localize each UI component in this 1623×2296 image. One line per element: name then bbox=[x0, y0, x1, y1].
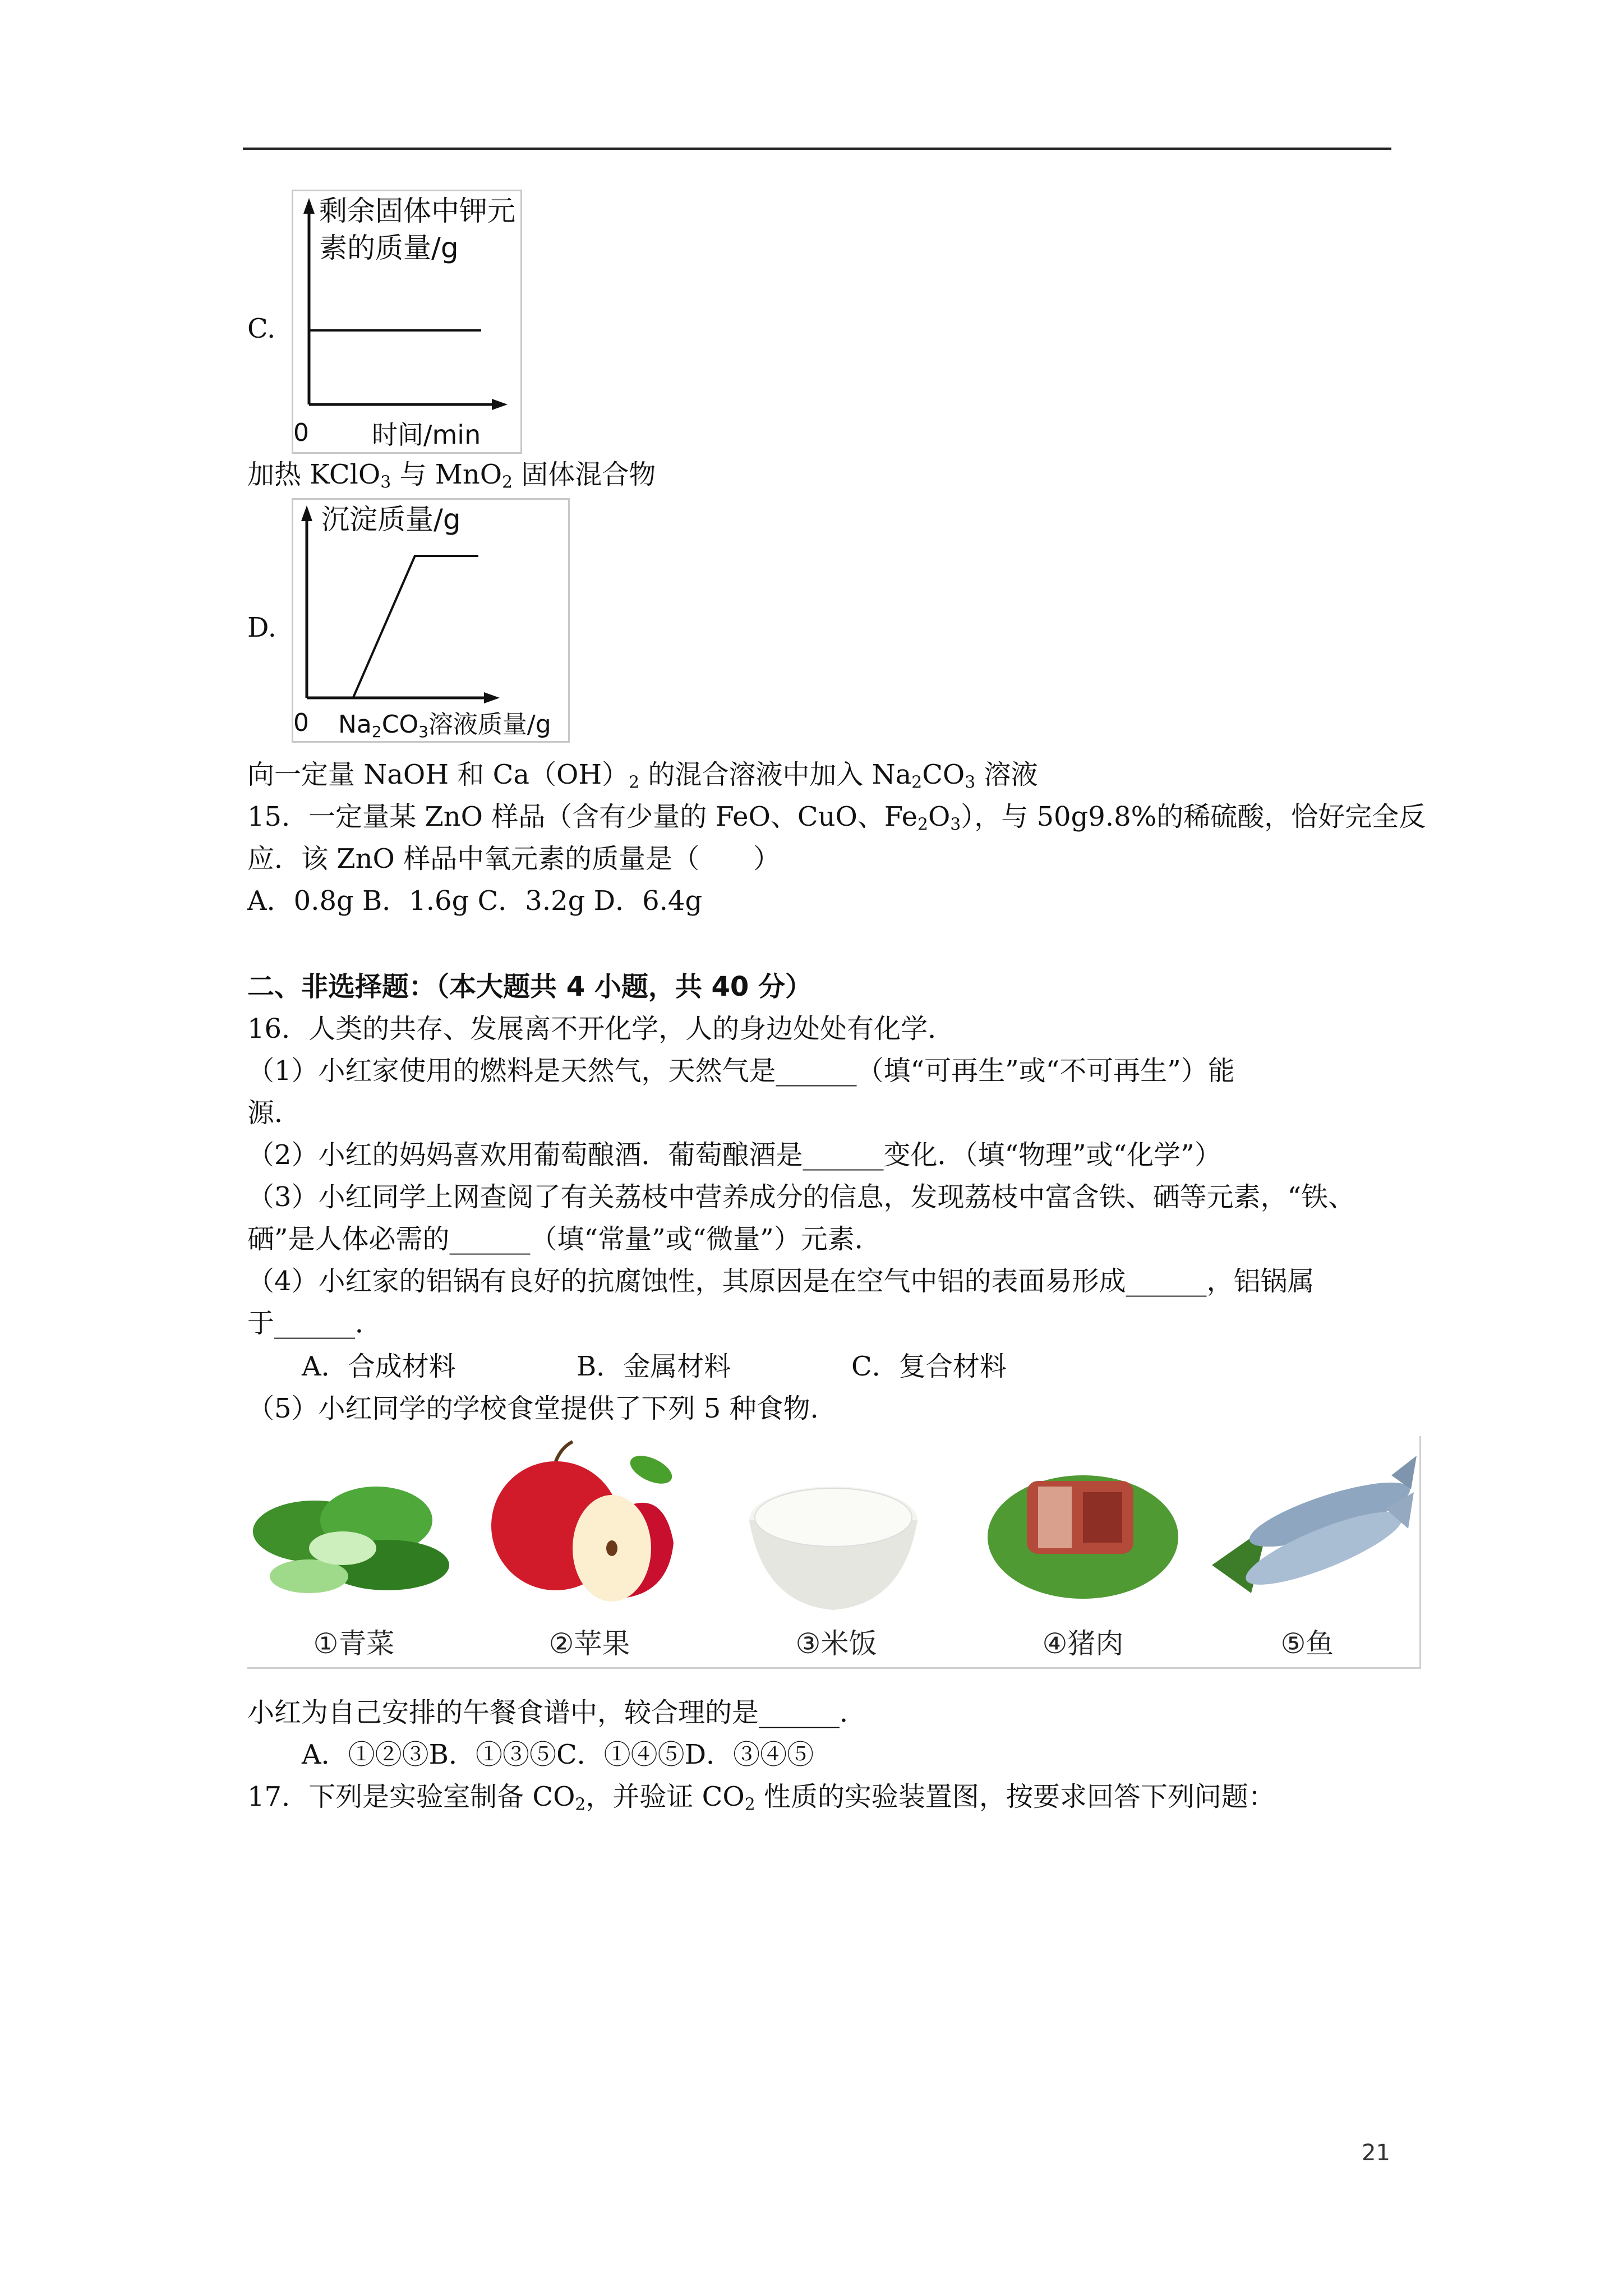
q16-p3a: （3）小红同学上网查阅了有关荔枝中营养成分的信息，发现荔枝中富含铁、硒等元素，“铁、 bbox=[247, 1181, 1355, 1213]
y-axis-arrow bbox=[303, 198, 315, 214]
vegetable-icon bbox=[247, 1436, 460, 1621]
food-label-2: ②苹果 bbox=[548, 1627, 630, 1660]
q16-p4-option-c: C．复合材料 bbox=[851, 1351, 1007, 1382]
q16-p2: （2）小红的妈妈喜欢用葡萄酿酒．葡萄酿酒是______变化．（填“物理”或“化学”） bbox=[247, 1139, 1221, 1171]
page-number: 21 bbox=[1362, 2140, 1390, 2166]
section2-heading: 二、非选择题：（本大题共 4 小题，共 40 分） bbox=[247, 971, 813, 1002]
food-rice bbox=[730, 1436, 943, 1667]
chart-c-origin: 0 bbox=[293, 418, 309, 447]
food-fish bbox=[1201, 1436, 1414, 1667]
food-label-1: ①青菜 bbox=[313, 1627, 395, 1660]
q16-p1a: （1）小红家使用的燃料是天然气，天然气是______（填“可再生”或“不可再生”）能 bbox=[247, 1055, 1235, 1087]
chart-c-ylabel-2: 素的质量/g bbox=[319, 232, 459, 264]
q16-p5: （5）小红同学的学校食堂提供了下列 5 种食物． bbox=[247, 1393, 837, 1424]
q15-options: A．0.8g B．1.6g C．3.2g D．6.4g bbox=[247, 885, 703, 917]
option-c-letter: C. bbox=[247, 313, 276, 344]
option-d-letter: D. bbox=[247, 612, 277, 643]
q16-stem: 16．人类的共存、发展离不开化学，人的身边处处有化学． bbox=[247, 1013, 955, 1045]
q16-p4b: 于______． bbox=[247, 1308, 382, 1339]
pork-icon bbox=[976, 1436, 1189, 1621]
chart-c bbox=[292, 190, 522, 454]
chart-d-ylabel: 沉淀质量/g bbox=[321, 503, 461, 536]
food-figure bbox=[247, 1436, 1421, 1669]
q16-p3b: 硒”是人体必需的______（填“常量”或“微量”）元素． bbox=[247, 1223, 882, 1255]
q17-stem: 17．下列是实验室制备 $CO_2$，并验证 $CO_2$ 性质的实验装置图，按要求回答下列问题： bbox=[247, 1781, 1275, 1815]
x-axis-arrow bbox=[484, 692, 500, 703]
q16-p1b: 源． bbox=[247, 1097, 302, 1129]
rice-bowl-icon bbox=[730, 1436, 943, 1621]
q15-line1: 15．一定量某 ZnO 样品（含有少量的 FeO、CuO、$Fe_2O_3$），与 50g9.8%的稀硫酸，恰好完全反 bbox=[247, 801, 1426, 835]
x-axis-arrow bbox=[492, 399, 508, 410]
food-label-3: ③米饭 bbox=[795, 1627, 877, 1660]
chart-c-svg bbox=[293, 191, 520, 452]
chart-d-origin: 0 bbox=[293, 708, 309, 737]
q16-p4-option-a: A．合成材料 bbox=[302, 1351, 456, 1382]
q16-p5-question: 小红为自己安排的午餐食谱中，较合理的是______． bbox=[247, 1697, 867, 1728]
chart-d-xlabel: Na2CO3溶液质量/g bbox=[338, 710, 551, 741]
food-apple bbox=[483, 1436, 696, 1667]
option-c-caption: 加热 KClO$_3$ 与 MnO$_2$ 固体混合物 bbox=[247, 459, 656, 493]
food-vegetable bbox=[247, 1436, 460, 1667]
food-label-5: ⑤鱼 bbox=[1280, 1627, 1334, 1660]
chart-c-ylabel-1: 剩余固体中钾元 bbox=[319, 195, 515, 227]
chart-d bbox=[292, 498, 570, 743]
apple-icon bbox=[483, 1436, 696, 1621]
fish-icon bbox=[1201, 1436, 1419, 1621]
option-d-caption: 向一定量 NaOH 和 $Ca(OH)_2$ 的混合溶液中加入 $Na_2CO_3$ 溶液 bbox=[247, 759, 1038, 793]
header-rule bbox=[243, 148, 1391, 150]
series-line-d bbox=[353, 556, 478, 698]
q16-p5-options: A．①②③B．①③⑤C．①④⑤D．③④⑤ bbox=[302, 1739, 814, 1770]
food-pork bbox=[976, 1436, 1189, 1667]
food-label-4: ④猪肉 bbox=[1042, 1627, 1124, 1660]
q15-line2: 应．该 ZnO 样品中氧元素的质量是（ ） bbox=[247, 843, 781, 875]
chart-c-xlabel: 时间/min bbox=[372, 420, 481, 450]
y-axis-arrow bbox=[301, 505, 312, 521]
chart-d-svg bbox=[293, 500, 568, 741]
q16-p4a: （4）小红家的铝锅有良好的抗腐蚀性，其原因是在空气中铝的表面易形成______，铝锅属 bbox=[247, 1266, 1315, 1297]
q16-p4-option-b: B．金属材料 bbox=[577, 1351, 731, 1382]
